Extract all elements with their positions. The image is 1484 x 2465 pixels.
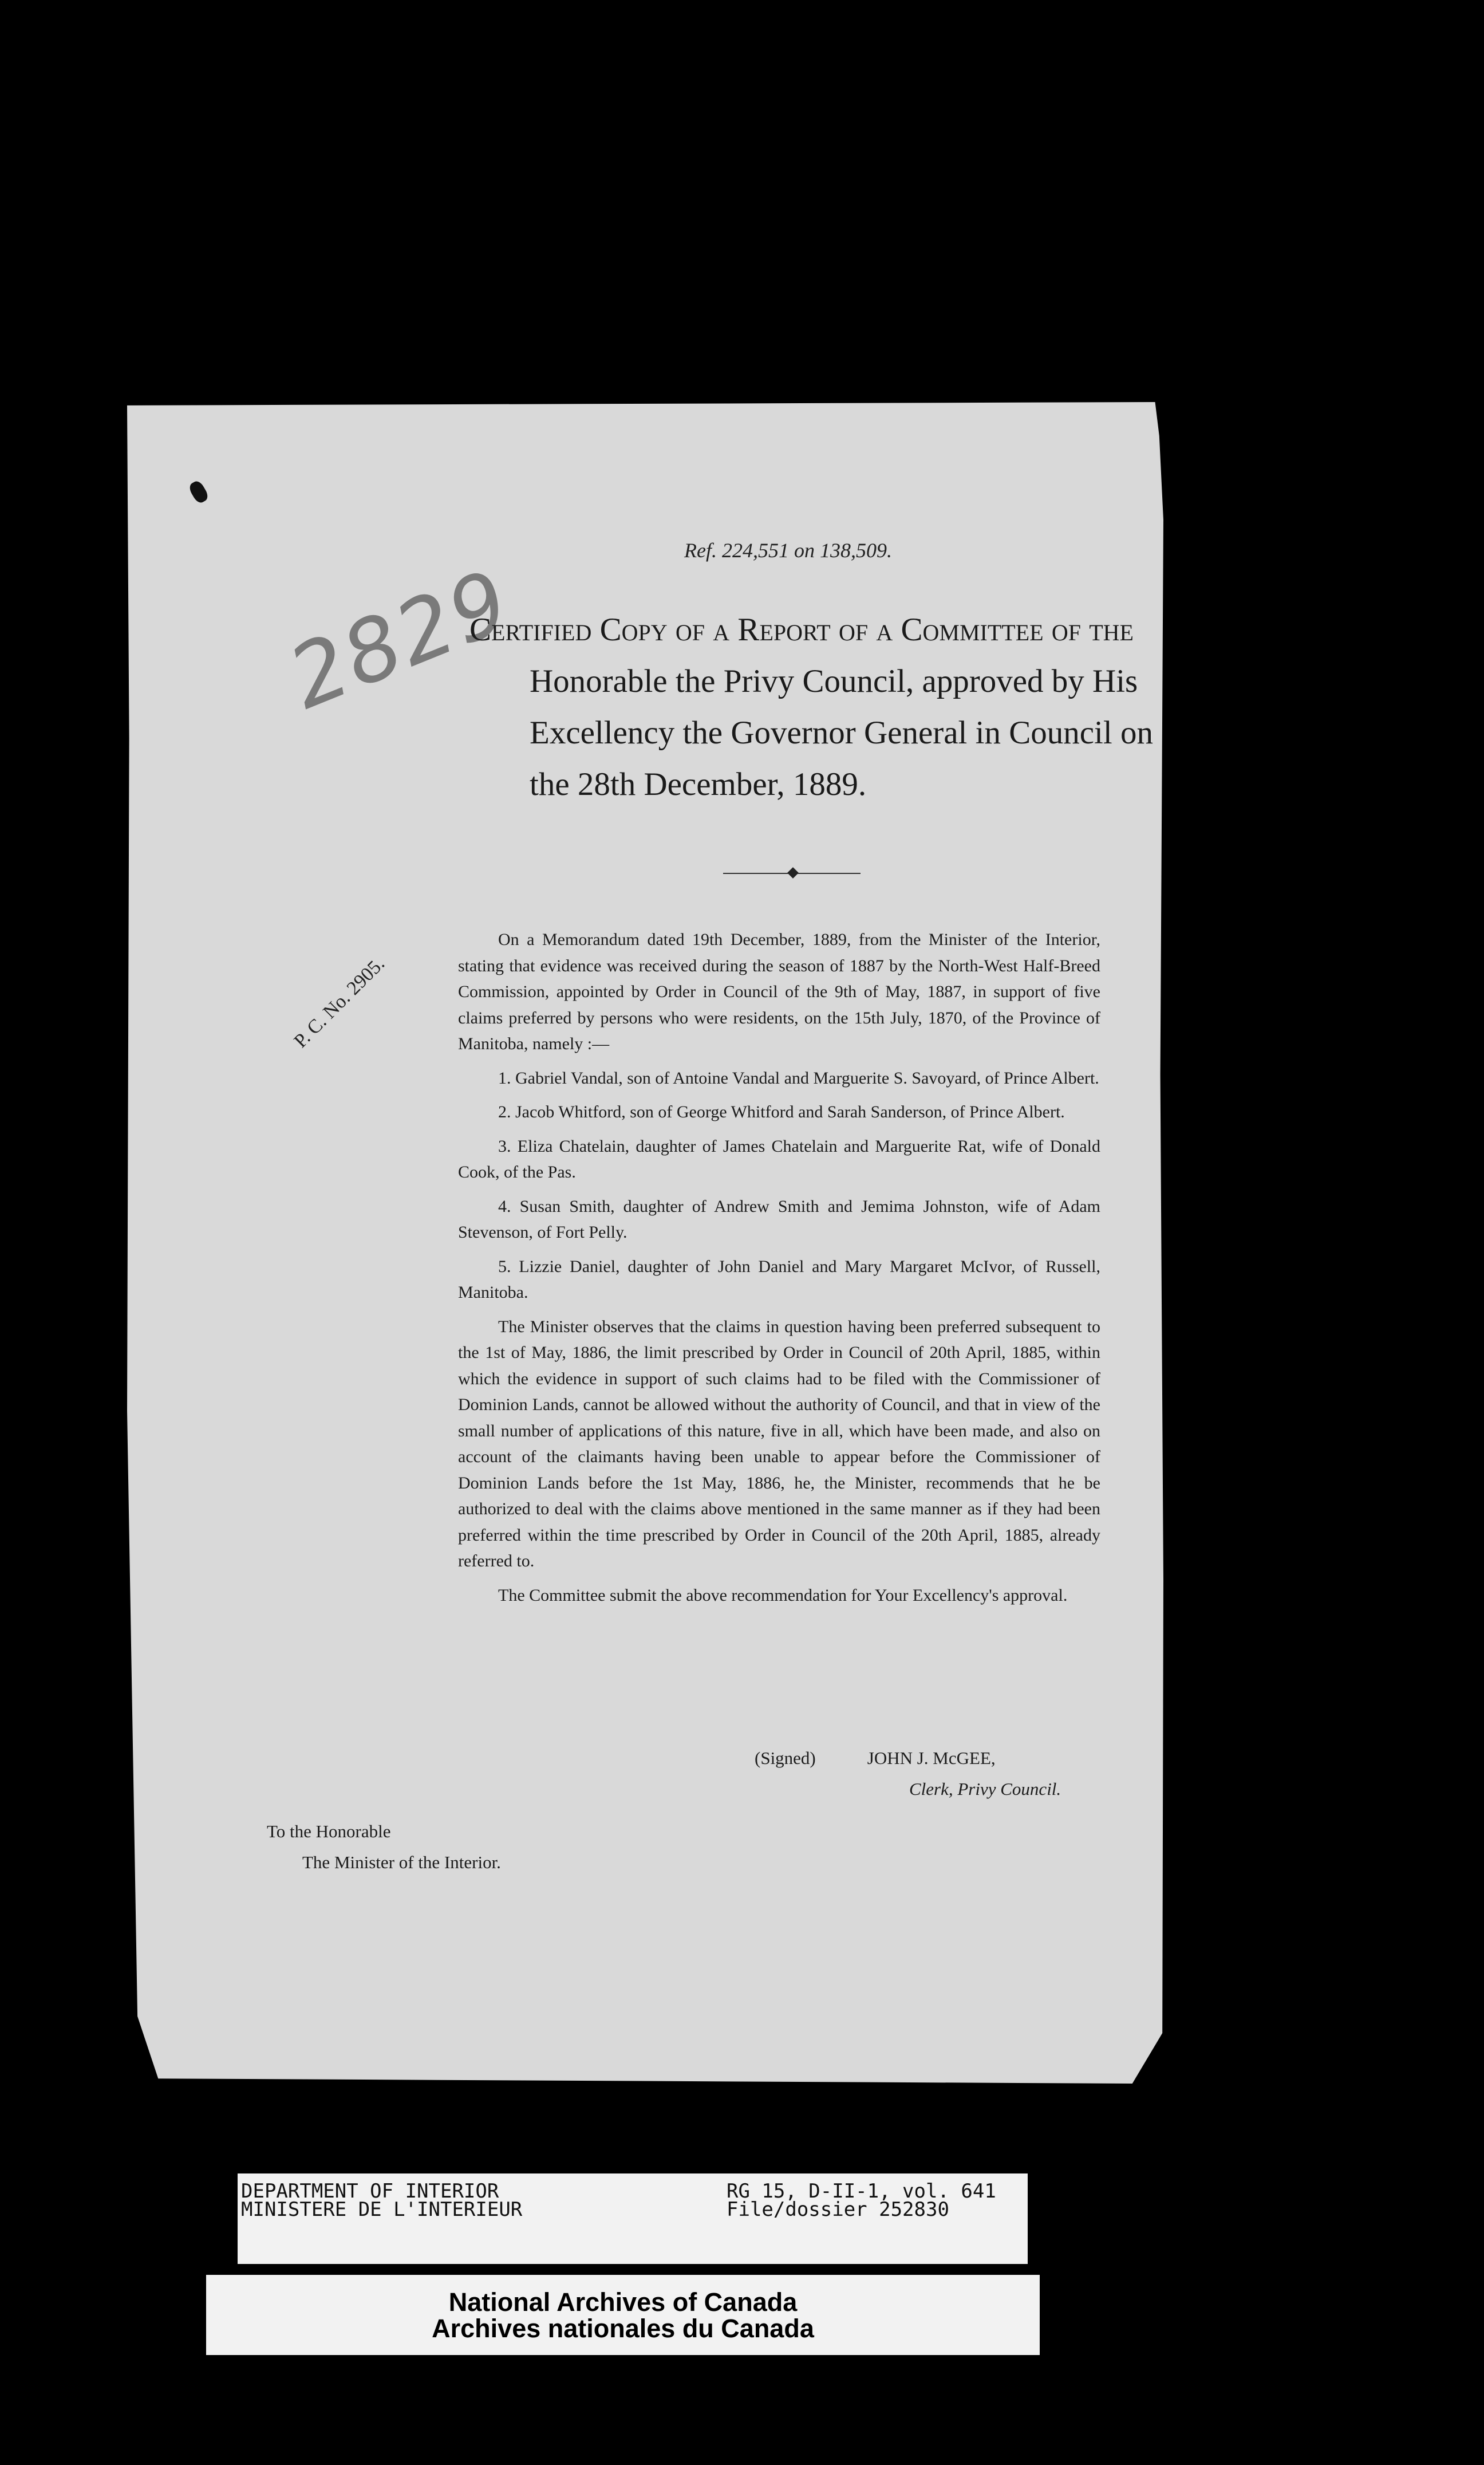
signer-name: JOHN J. McGEE,	[867, 1748, 996, 1768]
addressee-line-2: The Minister of the Interior.	[302, 1852, 501, 1872]
archives-banner	[206, 2275, 1040, 2355]
title-line-1: Certified Copy of a Report of a Committee of the	[469, 612, 1134, 648]
title-line-4: the 28th December, 1889.	[530, 766, 867, 802]
pc-number: P. C. No. 2905.	[290, 953, 389, 1052]
file-number: File/dossier 252830	[727, 2198, 949, 2221]
department-english: DEPARTMENT OF INTERIOR	[241, 2180, 499, 2203]
document-title	[469, 604, 1153, 810]
title-line-3: Excellency the Governor General in Council on	[530, 715, 1153, 751]
addressee-line-1: To the Honorable	[267, 1821, 391, 1841]
pencil-annotation: 2829	[275, 550, 524, 729]
archives-name-french: Archives nationales du Canada	[432, 2314, 814, 2343]
signature-line	[755, 1748, 996, 1769]
reference-number: Ref. 224,551 on 138,509.	[684, 539, 892, 562]
archives-name-english: National Archives of Canada	[448, 2287, 798, 2317]
paragraph-observation: The Minister observes that the claims in question having been preferred subsequent to the 1st of May, 1886, the limit prescribed by Order in Council of 20th April, 1885, within which the evidence in support of such claims had to be filed with the Commissioner of Dominion Lands, cannot be allowed without the authority of Council, and that in view of the small number of applications of this nature, five in all, which have been made, and also on account of the claimants having been unable to appear before the Commissioner of Dominion Lands before the 1st May, 1886, he, the Minister, recommends that he be authorized to deal with the claims above mentioned in the same manner as if they had been preferred within the time prescribed by Order in Council of the 20th April, 1885, already referred to.	[458, 1317, 1100, 1570]
signer-title: Clerk, Privy Council.	[909, 1779, 1061, 1799]
paragraph-recommendation: The Committee submit the above recommendation for Your Excellency's approval.	[498, 1585, 1068, 1605]
claim-item-3: 3. Eliza Chatelain, daughter of James Chatelain and Marguerite Rat, wife of Donald Cook, of the Pas.	[458, 1136, 1100, 1182]
claim-item-4: 4. Susan Smith, daughter of Andrew Smith and Jemima Johnston, wife of Adam Stevenson, of Fort Pelly.	[458, 1196, 1100, 1242]
claim-item-5: 5. Lizzie Daniel, daughter of John Daniel and Mary Margaret McIvor, of Russell, Manitoba.	[458, 1257, 1100, 1302]
paragraph-intro: On a Memorandum dated 19th December, 1889, from the Minister of the Interior, stating that evidence was received during the season of 1887 by the North-West Half-Breed Commission, appointed by Order in Council of the 9th of May, 1887, in support of five claims preferred by persons who were residents, on the 15th July, 1870, of the Province of Manitoba, namely :—	[458, 930, 1100, 1053]
title-line-2: Honorable the Privy Council, approved by His	[530, 663, 1138, 699]
claim-item-1: 1. Gabriel Vandal, son of Antoine Vandal and Marguerite S. Savoyard, of Prince Albert.	[498, 1068, 1099, 1088]
signed-label: (Signed)	[755, 1748, 816, 1768]
claim-item-2: 2. Jacob Whitford, son of George Whitford and Sarah Sanderson, of Prince Albert.	[498, 1102, 1065, 1121]
record-group-ref: RG 15, D-II-1, vol. 641	[727, 2180, 996, 2203]
department-french: MINISTERE DE L'INTERIEUR	[241, 2198, 523, 2221]
archive-reference-label	[238, 2173, 1028, 2264]
report-body	[458, 927, 1100, 1616]
